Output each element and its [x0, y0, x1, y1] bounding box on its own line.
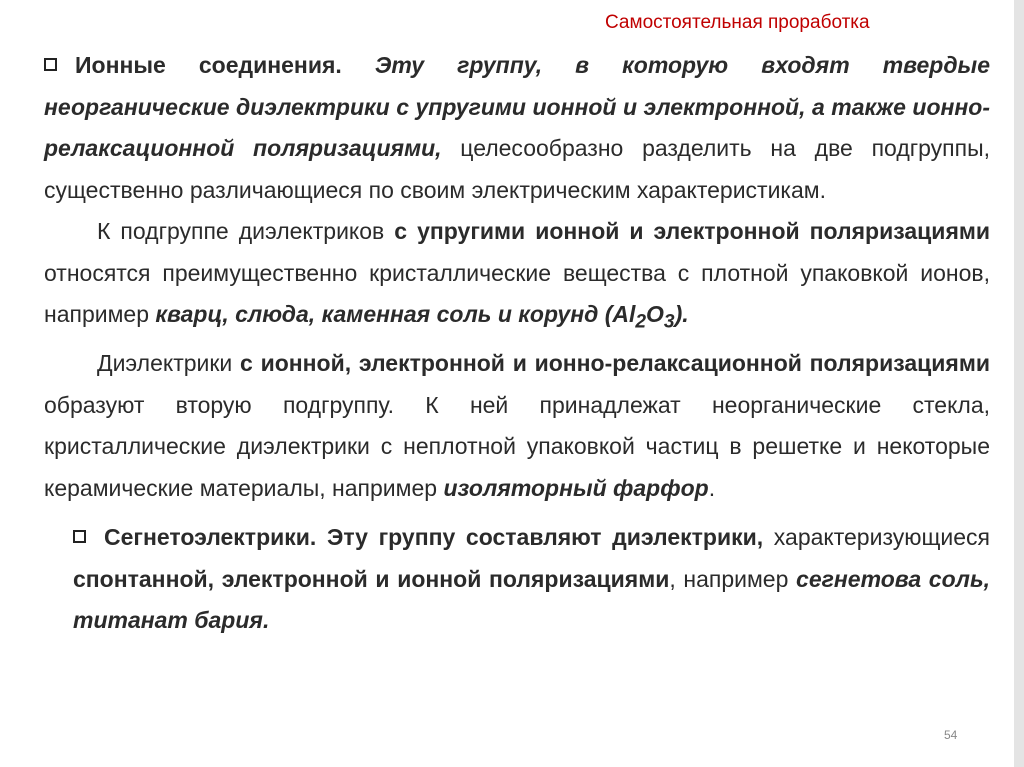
- text-plain: .: [708, 474, 716, 501]
- text-bold: спонтанной, электронной и ионной поляризациями: [73, 565, 670, 592]
- text-bold: с ионной, электронной и ионно-релаксационной поляризациями: [240, 350, 990, 377]
- text-plain: Диэлектрики: [97, 350, 233, 377]
- text-bold-italic: кварц, слюда, каменная соль и корунд (Al: [155, 301, 636, 327]
- text-plain: образуют вторую подгруппу. К ней принадлежат неорганические стекла, кристаллические диэлектрики с неплотной упаковкой частиц в решетке и некоторые керамические материалы, например: [44, 391, 990, 501]
- text-plain: относятся преимущественно кристаллические вещества с плотной упаковкой ионов, например: [44, 259, 990, 327]
- heading-ionic: Ионные соединения.: [75, 52, 342, 78]
- text-bold-italic: изоляторный фарфор: [443, 474, 709, 501]
- text-bold-italic: ).: [674, 301, 689, 327]
- text-plain: целесообразно разделить на две подгруппы, существенно различающиеся по своим электрическим характеристикам.: [44, 135, 990, 203]
- checkbox-bullet-icon: [73, 530, 86, 543]
- text-plain: К подгруппе диэлектриков: [97, 218, 385, 244]
- text-bold-italic: сегнетова соль, титанат бария.: [73, 565, 991, 634]
- page-number: 54: [944, 728, 958, 742]
- subscript: 2: [635, 311, 647, 333]
- checkbox-bullet-icon: [44, 58, 57, 71]
- heading-ferroelectrics: Сегнетоэлектрики. Эту группу составляют диэлектрики,: [104, 524, 764, 551]
- text-plain: характеризующиеся: [773, 524, 990, 551]
- slide-body: [44, 45, 990, 642]
- text-bold-italic: O: [646, 301, 664, 327]
- paragraph-subgroup-two: [44, 343, 990, 509]
- text-italic-intro: Эту группу, в которую входят твердые неорганические диэлектрики с упругими ионной и электронной, а также ионно-релаксационной поляризациями,: [44, 52, 990, 161]
- slide-header: Самостоятельная проработка: [605, 12, 870, 33]
- text-plain: , например: [669, 565, 789, 592]
- slide-frame-edge: [1014, 0, 1024, 767]
- paragraph-ionic-compounds: [44, 45, 990, 211]
- subscript: 3: [663, 311, 675, 333]
- paragraph-subgroup-one: [44, 211, 990, 343]
- text-bold: с упругими ионной и электронной поляризациями: [394, 218, 991, 244]
- paragraph-ferroelectrics: [44, 517, 990, 642]
